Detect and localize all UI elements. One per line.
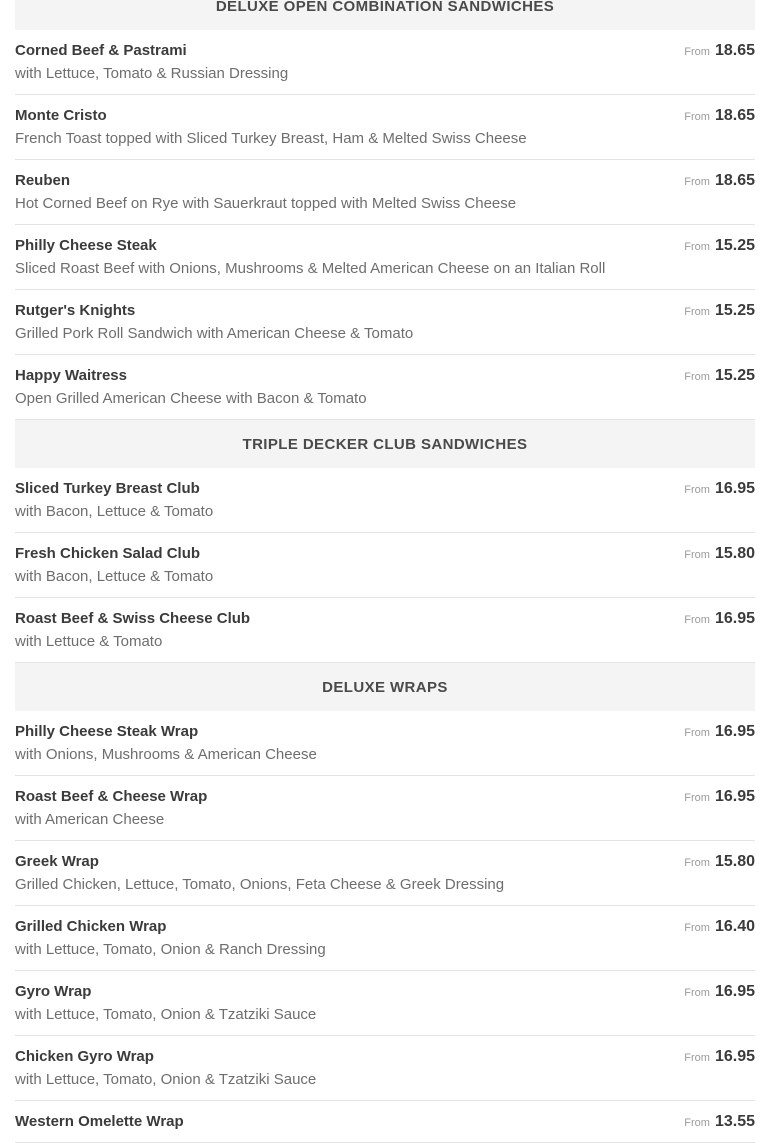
item-name: Rutger's Knights [15,302,136,319]
section-title: DELUXE OPEN COMBINATION SANDWICHES [215,0,555,15]
item-price [684,171,755,190]
price-from-label: From [684,176,710,188]
price-amount: 15.25 [714,367,755,384]
item-text [15,722,684,765]
price-amount: 16.95 [714,983,755,1000]
section-header [15,0,755,30]
section-title: TRIPLE DECKER CLUB SANDWICHES [242,435,528,453]
item-name: Gyro Wrap [15,983,92,1000]
item-price [684,479,755,498]
item-name: Chicken Gyro Wrap [15,1048,154,1065]
section-items [15,711,755,1143]
item-description: with Lettuce, Tomato & Russian Dressing [15,65,289,82]
price-amount: 18.65 [714,172,755,189]
item-text [15,479,684,522]
item-text [15,982,684,1025]
price-amount: 18.65 [714,42,755,59]
price-from-label: From [684,727,710,739]
item-price [684,852,755,871]
price-amount: 13.55 [714,1113,755,1130]
item-name: Philly Cheese Steak Wrap [15,723,199,740]
price-amount: 15.80 [714,545,755,562]
menu-item[interactable] [15,971,755,1036]
menu-section [15,420,755,663]
item-description: with Lettuce, Tomato, Onion & Tzatziki Sauce [15,1006,317,1023]
price-amount: 18.65 [714,107,755,124]
menu-item[interactable] [15,598,755,663]
item-name: Sliced Turkey Breast Club [15,480,200,497]
section-title: DELUXE WRAPS [322,678,448,696]
price-amount: 16.95 [714,480,755,497]
price-from-label: From [684,857,710,869]
item-text [15,236,684,279]
price-from-label: From [684,371,710,383]
menu-item[interactable] [15,225,755,290]
item-name: Philly Cheese Steak [15,237,157,254]
price-amount: 16.95 [714,1048,755,1065]
item-text [15,917,684,960]
item-price [684,917,755,936]
item-text [15,609,684,652]
item-text [15,1112,684,1132]
item-price [684,41,755,60]
item-description: Hot Corned Beef on Rye with Sauerkraut topped with Melted Swiss Cheese [15,195,517,212]
menu-item[interactable] [15,290,755,355]
price-from-label: From [684,484,710,496]
item-description: with Lettuce & Tomato [15,633,163,650]
item-price [684,366,755,385]
item-description: French Toast topped with Sliced Turkey Breast, Ham & Melted Swiss Cheese [15,130,527,147]
item-text [15,106,684,149]
item-price [684,106,755,125]
menu-item[interactable] [15,468,755,533]
price-from-label: From [684,987,710,999]
section-header [15,663,755,711]
menu-item[interactable] [15,95,755,160]
item-name: Reuben [15,172,71,189]
menu-item[interactable] [15,533,755,598]
menu-section [15,663,755,1143]
item-description: Grilled Chicken, Lettuce, Tomato, Onions, Feta Cheese & Greek Dressing [15,876,505,893]
price-amount: 15.25 [714,237,755,254]
item-name: Corned Beef & Pastrami [15,42,187,59]
item-text [15,41,684,84]
item-description: Sliced Roast Beef with Onions, Mushrooms & Melted American Cheese on an Italian Roll [15,260,606,277]
item-name: Roast Beef & Swiss Cheese Club [15,610,251,627]
menu-item[interactable] [15,355,755,420]
item-price [684,301,755,320]
menu-item[interactable] [15,711,755,776]
item-description: Open Grilled American Cheese with Bacon & Tomato [15,390,367,407]
item-description: with Bacon, Lettuce & Tomato [15,503,214,520]
price-from-label: From [684,1052,710,1064]
item-text [15,852,684,895]
item-description: with Lettuce, Tomato, Onion & Ranch Dressing [15,941,326,958]
price-from-label: From [684,46,710,58]
item-description: with Bacon, Lettuce & Tomato [15,568,214,585]
item-price [684,544,755,563]
price-amount: 16.95 [714,788,755,805]
price-from-label: From [684,614,710,626]
item-description: with American Cheese [15,811,165,828]
price-from-label: From [684,111,710,123]
price-amount: 16.40 [714,918,755,935]
section-items [15,468,755,663]
item-text [15,544,684,587]
price-amount: 15.80 [714,853,755,870]
item-text [15,171,684,214]
item-price [684,1047,755,1066]
section-header [15,420,755,468]
menu-section [15,0,755,420]
item-name: Western Omelette Wrap [15,1113,184,1130]
item-name: Roast Beef & Cheese Wrap [15,788,208,805]
item-name: Grilled Chicken Wrap [15,918,167,935]
price-amount: 16.95 [714,723,755,740]
item-description: with Lettuce, Tomato, Onion & Tzatziki Sauce [15,1071,317,1088]
item-price [684,722,755,741]
menu-item[interactable] [15,776,755,841]
item-price [684,1112,755,1131]
item-description: with Onions, Mushrooms & American Cheese [15,746,317,763]
item-name: Greek Wrap [15,853,99,870]
menu-item[interactable] [15,906,755,971]
item-name: Happy Waitress [15,367,127,384]
menu-item[interactable] [15,1101,755,1143]
price-from-label: From [684,306,710,318]
menu-item[interactable] [15,841,755,906]
item-text [15,1047,684,1090]
item-name: Fresh Chicken Salad Club [15,545,201,562]
item-price [684,609,755,628]
item-text [15,787,684,830]
item-text [15,366,684,409]
menu-item[interactable] [15,1036,755,1101]
menu-item[interactable] [15,30,755,95]
menu-item[interactable] [15,160,755,225]
item-price [684,236,755,255]
item-text [15,301,684,344]
item-price [684,787,755,806]
item-description: Grilled Pork Roll Sandwich with American Cheese & Tomato [15,325,414,342]
item-price [684,982,755,1001]
price-from-label: From [684,922,710,934]
price-amount: 15.25 [714,302,755,319]
price-from-label: From [684,549,710,561]
section-items [15,30,755,420]
price-from-label: From [684,792,710,804]
item-name: Monte Cristo [15,107,107,124]
price-from-label: From [684,1117,710,1129]
price-from-label: From [684,241,710,253]
price-amount: 16.95 [714,610,755,627]
